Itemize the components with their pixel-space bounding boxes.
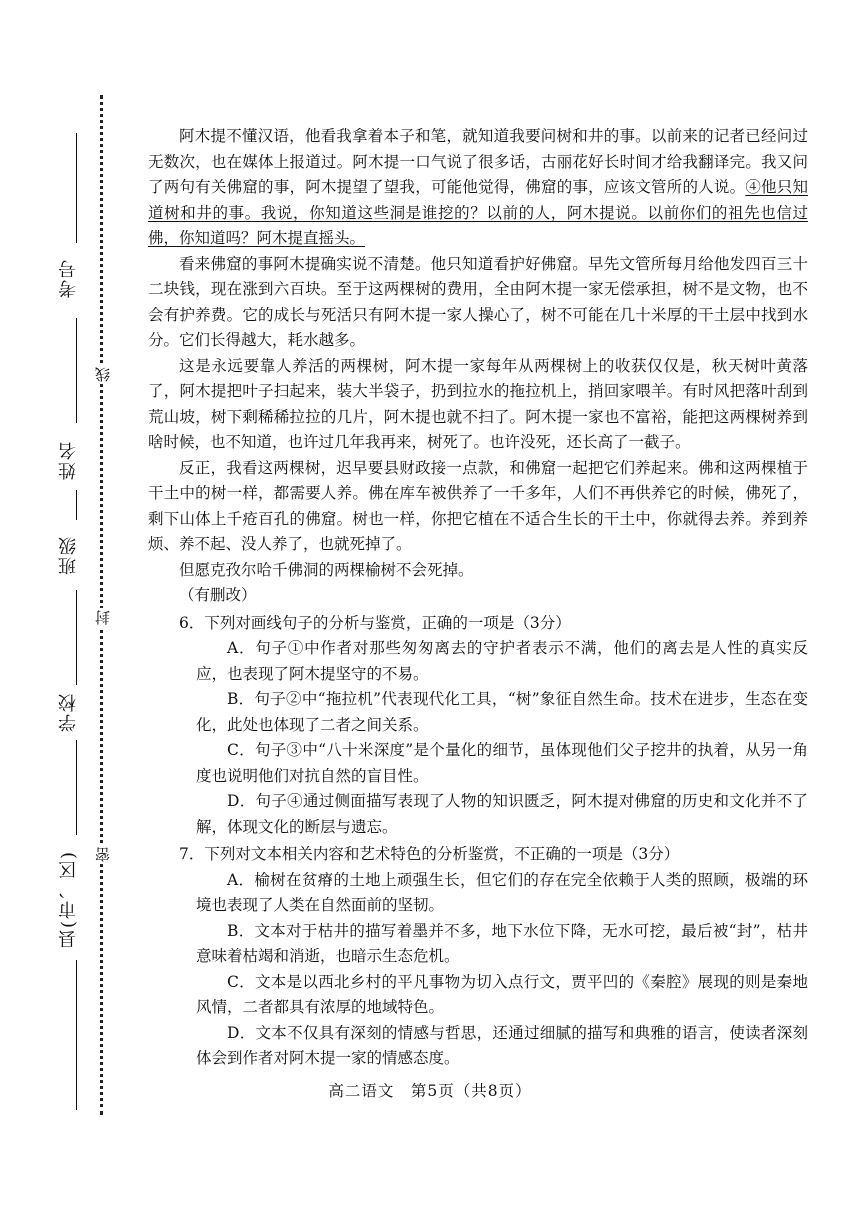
- passage-paragraph-4: 反正，我看这两棵树，迟早要县财政接一点款，和佛窟一起把它们养起来。佛和这两棵植于干土中的树一样，都需要人养。佛在库车被供养了一千多年，人们不再供养它的时候，佛死了，剩下山体上千疮百孔的佛窟。树也一样，你把它植在不适合生长的干土中，你就得去养。养到养烦、养不起、没人养了，也就死掉了。: [148, 458, 808, 553]
- paragraph-text: 阿木提不懂汉语，他看我拿着本子和笔，就知道我要问树和井的事。以前来的记者已经问过无数次，也在媒体上报道过。阿木提一口气说了很多话，古丽花好长时间才给我翻译完。我又问了两句有关佛窟的事，阿木提望了望我，可能他觉得，佛窟的事，应该文管所的人说。: [148, 127, 808, 196]
- class-line: [76, 490, 77, 520]
- question-6: [148, 611, 808, 841]
- school-label: 学校: [58, 692, 79, 732]
- question-stem: 7．下列对文本相关内容和艺术特色的分析鉴赏，不正确的一项是（3分）: [179, 845, 680, 863]
- county-label: 县(市、区): [58, 850, 79, 949]
- binding-margin: [0, 0, 130, 1216]
- class-label: 班级: [58, 535, 79, 575]
- page-footer: 高二语文 第5页（共8页）: [328, 1082, 532, 1100]
- passage-paragraph-1: [148, 124, 808, 252]
- source-note: （有删改）: [179, 586, 257, 604]
- passage-paragraph-5: 但愿克孜尔哈千佛洞的两棵榆树不会死掉。: [179, 560, 474, 579]
- option-c: C．句子③中“八十米深度”是个量化的细节，虽体现他们父子挖井的执着，从另一角度也说明他们对抗自然的盲目性。: [196, 741, 808, 785]
- option-a: A．句子①中作者对那些匆匆离去的守护者表示不满，他们的离去是人性的真实反应，也表现了阿木提坚守的不易。: [196, 639, 808, 683]
- underlined-sentence-4: ④他只知道树和井的事。我说，你知道这些洞是谁挖的？以前的人，阿木提说。以前你们的祖先也信过佛，你知道吗？阿木提直摇头。: [148, 178, 808, 247]
- seal-dotted-line: [100, 95, 103, 1115]
- question-7: [148, 842, 808, 1072]
- name-line: [76, 318, 77, 423]
- seal-char-feng: 封: [94, 610, 112, 625]
- question-stem: 6．下列对画线句子的分析与鉴赏，正确的一项是（3分）: [179, 613, 571, 632]
- page-content: [148, 124, 808, 1072]
- option-a: A．榆树在贫瘠的土地上顽强生长，但它们的存在完全依赖于人类的照顾，极端的环境也表现了人类在自然面前的坚韧。: [196, 870, 808, 914]
- option-d: D．句子④通过侧面描写表现了人物的知识匮乏，阿木提对佛窟的历史和文化并不了解，体现文化的断层与遗忘。: [196, 792, 808, 836]
- seal-char-xian: 线: [94, 367, 112, 382]
- option-b: B．文本对于枯井的描写着墨并不多，地下水位下降，无水可挖，最后被“封”，枯井意味着枯竭和消逝，也暗示生态危机。: [196, 921, 808, 965]
- exam-number-line: [76, 133, 77, 243]
- passage-paragraph-2: 看来佛窟的事阿木提确实说不清楚。他只知道看护好佛窟。早先文管所每月给他发四百三十二块钱，现在涨到六百块。至于这两棵树的费用，全由阿木提一家无偿承担，树不是文物，也不会有护养费。它的成长与死活只有阿木提一家人操心了，树不可能在几十米厚的干土层中找到水分。它们长得越大，耗水越多。: [148, 254, 808, 349]
- county-line: [76, 740, 77, 835]
- option-d: D．文本不仅具有深刻的情感与哲思，还通过细腻的描写和典雅的语言，使读者深刻体会到作者对阿木提一家的情感态度。: [196, 1023, 808, 1067]
- exam-number-label: 考号: [58, 258, 79, 298]
- option-b: B．句子②中“拖拉机”代表现代化工具，“树”象征自然生命。技术在进步，生态在变化，此处也体现了二者之间关系。: [196, 690, 808, 734]
- school-line: [76, 590, 77, 685]
- seal-char-mi: 密: [94, 847, 112, 862]
- passage-paragraph-3: 这是永远要靠人养活的两棵树，阿木提一家每年从两棵树上的收获仅仅是，秋天树叶黄落了，阿木提把叶子扫起来，装大半袋子，扔到拉水的拖拉机上，捎回家喂羊。有时风把落叶刮到荒山坡，树下剩稀稀拉拉的几片，阿木提也就不扫了。阿木提一家也不富裕，能把这两棵树养到啥时候，也不知道，也许过几年我再来，树死了。也许没死，还长高了一截子。: [148, 356, 808, 451]
- option-c: C．文本是以西北乡村的平凡事物为切入点行文，贾平凹的《秦腔》展现的则是秦地风情，二者都具有浓厚的地域特色。: [196, 972, 808, 1016]
- name-label: 姓名: [58, 440, 79, 480]
